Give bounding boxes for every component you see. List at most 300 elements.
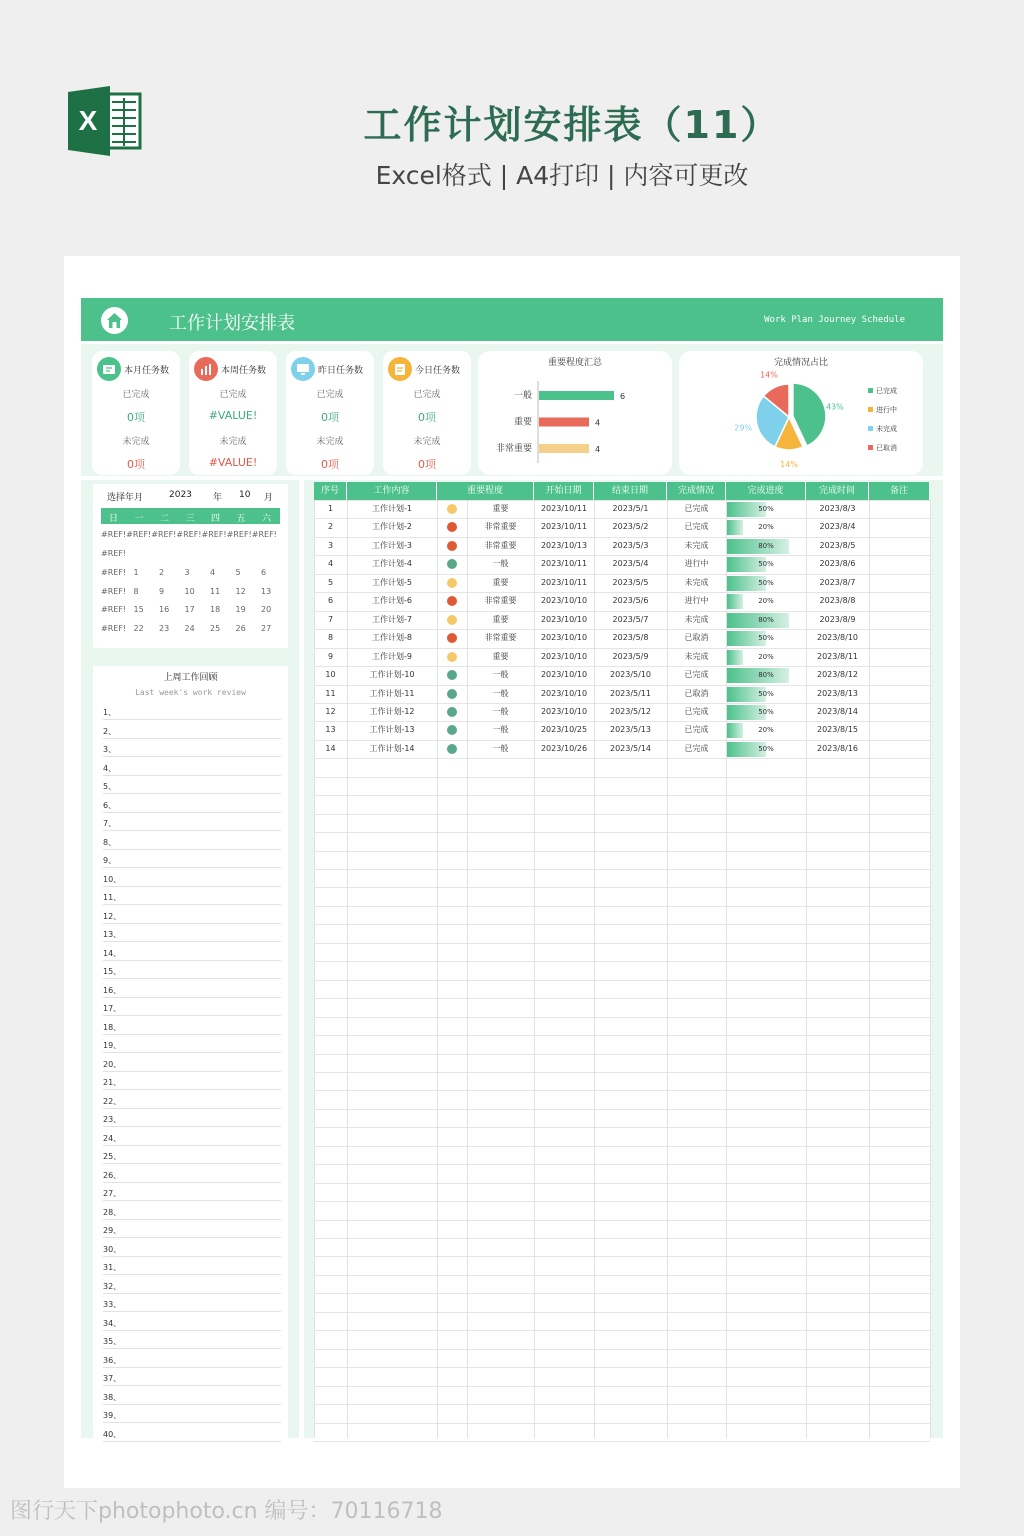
status: 未完成	[684, 540, 709, 550]
row-divider	[314, 1256, 930, 1257]
row-divider	[314, 961, 930, 962]
calendar-day[interactable]: 17	[184, 605, 195, 614]
status: 已完成	[684, 725, 709, 735]
completion-date: 2023/8/12	[816, 670, 859, 680]
completion-date: 2023/8/9	[819, 614, 856, 624]
row-divider	[314, 851, 930, 852]
bar-chart-icon	[194, 357, 218, 381]
calendar-label: 选择年月	[107, 493, 144, 503]
progress-label: 20%	[758, 597, 774, 606]
review-line[interactable]: 8、	[103, 832, 281, 850]
completion-chart-panel	[679, 351, 923, 475]
calendar-day[interactable]: 26	[235, 623, 246, 633]
end-date: 2023/5/10	[609, 670, 652, 680]
start-date: 2023/10/10	[540, 614, 588, 624]
review-line[interactable]: 32、	[103, 1276, 281, 1294]
home-icon[interactable]	[101, 307, 128, 334]
row-divider	[314, 1441, 930, 1442]
row-number: 1	[327, 504, 334, 513]
review-line[interactable]: 35、	[103, 1331, 281, 1349]
row-divider	[314, 758, 930, 759]
calendar-day[interactable]: 15	[133, 605, 144, 614]
review-line[interactable]: 4、	[103, 758, 281, 776]
start-date: 2023/10/11	[540, 559, 588, 569]
completion-date: 2023/8/8	[819, 596, 856, 606]
calendar-day[interactable]: 18	[210, 605, 221, 614]
done-label: 已完成	[316, 390, 344, 400]
start-date: 2023/10/10	[540, 651, 588, 661]
row-divider	[314, 1312, 930, 1313]
completion-chart-title: 完成情况占比	[773, 358, 828, 368]
importance-level: 非常重要	[484, 522, 517, 532]
column-header[interactable]: 完成进度	[726, 482, 806, 500]
importance-dot	[447, 504, 457, 514]
task-table	[314, 482, 930, 1438]
banner-subtitle: Work Plan Journey Schedule	[764, 315, 905, 325]
column-header[interactable]: 结束日期	[594, 482, 667, 500]
pie-value-label: 29%	[734, 423, 753, 433]
spreadsheet-page	[64, 256, 960, 1488]
review-line[interactable]: 11、	[103, 887, 281, 905]
weekday-label: 三	[185, 514, 195, 524]
status: 未完成	[684, 614, 709, 624]
task-name: 工作计划-12	[369, 706, 415, 716]
calendar-day[interactable]: #REF!	[101, 568, 127, 577]
bar-value-label: 4	[595, 445, 601, 454]
calendar-day[interactable]: #REF!	[101, 586, 127, 596]
page-subtitle: Excel格式 | A4打印 | 内容可更改	[375, 161, 749, 190]
row-divider	[314, 1072, 930, 1073]
review-line[interactable]: 10、	[103, 869, 281, 887]
importance-dot	[447, 596, 457, 606]
note	[869, 666, 930, 684]
row-divider	[314, 795, 930, 796]
calendar	[93, 484, 288, 648]
row-divider	[314, 777, 930, 778]
row-divider	[314, 924, 930, 925]
status: 已完成	[684, 706, 709, 716]
review-line[interactable]: 1、	[103, 702, 281, 720]
note	[869, 648, 930, 666]
completion-date: 2023/8/16	[816, 743, 859, 753]
weekday-label: 一	[134, 514, 144, 524]
row-divider	[314, 1017, 930, 1018]
progress-label: 50%	[758, 744, 774, 753]
completion-date: 2023/8/13	[816, 688, 859, 698]
progress-label: 50%	[758, 505, 774, 513]
importance-dot	[447, 744, 457, 754]
calendar-day[interactable]: 10	[184, 586, 195, 596]
last-week-review	[93, 666, 288, 1438]
pie-value-label: 14%	[760, 370, 778, 380]
row-divider	[314, 869, 930, 870]
calendar-day[interactable]: 3	[184, 568, 190, 577]
status: 未完成	[684, 651, 709, 661]
end-date: 2023/5/2	[612, 522, 649, 532]
task-name: 工作计划-11	[369, 688, 415, 698]
note	[869, 500, 930, 518]
row-divider	[314, 1146, 930, 1147]
importance-bar-chart	[478, 351, 672, 475]
todo-label: 未完成	[219, 437, 247, 447]
calendar-month[interactable]: 10	[239, 490, 251, 500]
end-date: 2023/5/8	[612, 633, 649, 643]
legend-swatch	[868, 407, 873, 412]
row-number: 7	[327, 614, 334, 624]
review-line[interactable]: 39、	[103, 1405, 281, 1423]
status: 已取消	[684, 688, 709, 698]
completion-date: 2023/8/4	[819, 522, 856, 532]
completion-date: 2023/8/11	[816, 651, 859, 661]
review-line[interactable]: 25、	[103, 1146, 281, 1164]
banner-title: 工作计划安排表	[169, 313, 295, 334]
column-header[interactable]: 重要程度	[437, 482, 534, 500]
row-divider	[314, 814, 930, 815]
importance-dot	[447, 522, 457, 532]
row-divider	[314, 887, 930, 888]
progress-label: 80%	[758, 671, 774, 680]
calendar-error-row: #REF!#REF!#REF!#REF!#REF!#REF!#REF!	[101, 530, 277, 539]
review-line[interactable]: 7、	[103, 813, 281, 831]
review-line[interactable]: 33、	[103, 1294, 281, 1312]
completion-date: 2023/8/3	[819, 504, 856, 513]
importance-chart-title: 重要程度汇总	[547, 358, 602, 368]
status: 已完成	[684, 743, 709, 753]
calendar-chat-icon	[97, 357, 121, 381]
row-divider	[314, 1109, 930, 1110]
row-divider	[314, 1293, 930, 1294]
end-date: 2023/5/4	[612, 559, 649, 569]
task-name: 工作计划-14	[369, 743, 415, 753]
progress-label: 50%	[758, 689, 774, 698]
progress-label: 80%	[758, 541, 774, 550]
done-value: 0项	[127, 411, 145, 424]
weekday-label: 日	[108, 514, 118, 524]
row-number: 13	[325, 725, 336, 735]
review-line[interactable]: 14、	[103, 943, 281, 961]
calendar-day[interactable]: 23	[159, 623, 170, 633]
card-week-tasks	[189, 351, 277, 475]
review-line[interactable]: 22、	[103, 1091, 281, 1109]
calendar-day[interactable]: #REF!	[101, 623, 127, 633]
calendar-day[interactable]: 12	[235, 586, 246, 596]
task-name: 工作计划-3	[372, 540, 412, 550]
note	[869, 555, 930, 573]
calendar-day[interactable]: 6	[261, 568, 267, 577]
importance-level: 一般	[492, 743, 509, 753]
calendar-day[interactable]: 11	[210, 586, 221, 596]
legend-label: 已取消	[876, 444, 897, 452]
end-date: 2023/5/3	[612, 540, 649, 550]
start-date: 2023/10/13	[540, 540, 588, 550]
calendar-day[interactable]: 24	[184, 623, 195, 633]
review-line[interactable]: 6、	[103, 795, 281, 813]
bar-category-label: 重要	[513, 417, 532, 428]
column-header[interactable]: 开始日期	[534, 482, 594, 500]
calendar-day[interactable]: 13	[261, 586, 272, 596]
review-line[interactable]: 29、	[103, 1220, 281, 1238]
bar-value-label: 6	[620, 392, 626, 401]
row-number: 12	[325, 706, 336, 716]
done-label: 已完成	[413, 390, 441, 400]
importance-level: 重要	[492, 577, 509, 587]
row-divider	[314, 1164, 930, 1165]
calendar-day[interactable]: 20	[261, 605, 272, 614]
row-divider	[314, 1423, 930, 1424]
review-line[interactable]: 38、	[103, 1387, 281, 1405]
review-line[interactable]: 17、	[103, 998, 281, 1016]
progress-label: 50%	[758, 634, 774, 643]
end-date: 2023/5/12	[609, 706, 652, 716]
review-line[interactable]: 23、	[103, 1109, 281, 1127]
note	[869, 721, 930, 739]
review-line[interactable]: 16、	[103, 980, 281, 998]
note	[869, 685, 930, 703]
importance-level: 一般	[492, 670, 509, 680]
row-divider	[314, 1238, 930, 1239]
row-divider	[314, 1201, 930, 1202]
calendar-error-cell: #REF!	[101, 549, 127, 558]
bar-2	[539, 418, 589, 427]
calendar-day[interactable]: 5	[235, 568, 241, 577]
row-number: 11	[325, 688, 336, 698]
done-value: 0项	[321, 411, 339, 424]
review-line[interactable]: 37、	[103, 1368, 281, 1386]
column-header[interactable]: 备注	[869, 482, 930, 500]
note	[869, 574, 930, 592]
review-line[interactable]: 5、	[103, 776, 281, 794]
calendar-day[interactable]: 27	[261, 623, 272, 633]
review-line[interactable]: 20、	[103, 1054, 281, 1072]
calendar-day[interactable]: 25	[210, 623, 221, 633]
progress-label: 80%	[758, 615, 774, 624]
bar-category-label: 一般	[513, 391, 532, 401]
importance-level: 一般	[492, 688, 509, 698]
pie-value-label: 14%	[780, 460, 798, 469]
left-column	[81, 480, 299, 1438]
review-line[interactable]: 28、	[103, 1202, 281, 1220]
column-header[interactable]: 完成时间	[806, 482, 869, 500]
card-title: 本月任务数	[124, 366, 170, 376]
start-date: 2023/10/25	[540, 725, 588, 735]
row-number: 5	[327, 577, 334, 587]
row-number: 3	[327, 540, 334, 550]
importance-level: 重要	[492, 614, 509, 624]
completion-date: 2023/8/10	[816, 633, 859, 643]
note	[869, 537, 930, 555]
calendar-day[interactable]: 9	[159, 586, 165, 596]
task-name: 工作计划-2	[372, 522, 412, 532]
calendar-day[interactable]: 2	[159, 568, 165, 577]
task-name: 工作计划-6	[372, 596, 412, 606]
pie-value-label: 43%	[825, 402, 844, 412]
review-line[interactable]: 30、	[103, 1239, 281, 1257]
importance-chart-panel	[478, 351, 672, 475]
legend-swatch	[868, 426, 873, 431]
task-name: 工作计划-10	[369, 670, 415, 680]
calendar-day[interactable]: 22	[133, 623, 144, 633]
importance-level: 一般	[492, 559, 509, 569]
bar-3	[539, 444, 589, 453]
end-date: 2023/5/1	[612, 504, 649, 513]
done-value: 0项	[418, 411, 436, 424]
review-line[interactable]: 40、	[103, 1424, 281, 1442]
progress-label: 20%	[758, 652, 774, 661]
importance-dot	[447, 725, 457, 735]
end-date: 2023/5/13	[609, 725, 652, 735]
task-name: 工作计划-5	[372, 577, 412, 587]
review-line[interactable]: 18、	[103, 1017, 281, 1035]
note	[869, 629, 930, 647]
weekday-label: 六	[261, 514, 271, 524]
note	[869, 611, 930, 629]
review-line[interactable]: 12、	[103, 906, 281, 924]
row-divider	[314, 943, 930, 944]
status: 进行中	[684, 596, 709, 606]
status: 进行中	[684, 559, 709, 569]
status: 已完成	[684, 670, 709, 680]
importance-level: 非常重要	[484, 633, 517, 643]
column-divider	[437, 500, 438, 1438]
review-line[interactable]: 36、	[103, 1350, 281, 1368]
card-today-tasks	[383, 351, 471, 475]
start-date: 2023/10/11	[540, 504, 588, 513]
importance-level: 非常重要	[484, 540, 517, 550]
column-header[interactable]: 序号	[314, 482, 347, 500]
row-number: 4	[327, 559, 334, 569]
row-divider	[314, 1349, 930, 1350]
sheet-banner	[81, 298, 943, 341]
note	[869, 518, 930, 536]
column-header[interactable]: 工作内容	[347, 482, 437, 500]
calendar-year-unit: 年	[213, 493, 223, 503]
review-line[interactable]: 19、	[103, 1035, 281, 1053]
importance-dot	[447, 615, 457, 625]
importance-level: 重要	[492, 504, 509, 513]
calendar-month-unit: 月	[264, 493, 274, 503]
review-line[interactable]: 24、	[103, 1128, 281, 1146]
importance-dot	[447, 541, 457, 551]
progress-label: 50%	[758, 707, 774, 716]
importance-dot	[447, 670, 457, 680]
calendar-day[interactable]: 1	[133, 568, 139, 577]
review-line[interactable]: 9、	[103, 850, 281, 868]
importance-dot	[447, 633, 457, 643]
done-value: #VALUE!	[208, 409, 258, 422]
importance-level: 一般	[492, 706, 509, 716]
task-name: 工作计划-4	[372, 559, 412, 569]
start-date: 2023/10/10	[540, 670, 588, 680]
progress-label: 20%	[758, 726, 774, 735]
row-number: 14	[325, 743, 336, 753]
row-divider	[314, 1127, 930, 1128]
bar-1	[539, 391, 614, 400]
calendar-day[interactable]: #REF!	[101, 605, 127, 614]
calendar-day[interactable]: 16	[159, 605, 170, 614]
row-number: 6	[327, 596, 334, 606]
legend-label: 已完成	[876, 387, 897, 395]
calendar-year[interactable]: 2023	[169, 490, 192, 500]
calendar-weekdays	[101, 508, 280, 524]
row-divider	[314, 1275, 930, 1276]
review-line[interactable]: 26、	[103, 1165, 281, 1183]
end-date: 2023/5/5	[612, 577, 649, 587]
card-title: 今日任务数	[415, 366, 461, 376]
page-title: 工作计划安排表（11）	[363, 103, 781, 147]
calendar-day[interactable]: 19	[235, 605, 246, 614]
importance-dot	[447, 578, 457, 588]
start-date: 2023/10/10	[540, 596, 588, 606]
card-yesterday-tasks	[286, 351, 374, 475]
end-date: 2023/5/14	[609, 743, 652, 753]
importance-level: 重要	[492, 651, 509, 661]
note	[869, 740, 930, 758]
importance-dot	[447, 689, 457, 699]
column-header[interactable]: 完成情况	[667, 482, 726, 500]
todo-label: 未完成	[316, 437, 344, 447]
row-divider	[314, 1367, 930, 1368]
legend-swatch	[868, 445, 873, 450]
status: 已完成	[684, 522, 709, 532]
excel-logo-letter: X	[78, 105, 98, 136]
calendar-day[interactable]: 4	[210, 568, 216, 577]
card-month-tasks	[92, 351, 180, 475]
row-number: 8	[327, 633, 334, 643]
task-name: 工作计划-9	[372, 651, 412, 661]
importance-level: 一般	[492, 725, 509, 735]
start-date: 2023/10/11	[540, 522, 588, 532]
done-label: 已完成	[219, 390, 247, 400]
row-divider	[314, 1054, 930, 1055]
review-line[interactable]: 31、	[103, 1257, 281, 1275]
start-date: 2023/10/11	[540, 577, 588, 587]
review-line[interactable]: 15、	[103, 961, 281, 979]
row-number: 9	[327, 651, 334, 661]
todo-value: 0项	[321, 458, 339, 471]
row-number: 2	[327, 522, 334, 532]
review-line[interactable]: 34、	[103, 1313, 281, 1331]
review-line[interactable]: 13、	[103, 924, 281, 942]
review-line[interactable]: 3、	[103, 739, 281, 757]
row-number: 10	[325, 670, 336, 680]
task-name: 工作计划-1	[372, 504, 412, 513]
todo-value: 0项	[127, 458, 145, 471]
review-line[interactable]: 27、	[103, 1183, 281, 1201]
task-name: 工作计划-13	[369, 725, 415, 735]
status: 已完成	[684, 504, 709, 513]
weekday-label: 五	[236, 514, 246, 524]
monitor-icon	[291, 357, 315, 381]
legend-label: 进行中	[876, 406, 897, 414]
row-divider	[314, 1035, 930, 1036]
completion-date: 2023/8/6	[819, 559, 856, 569]
calendar-day[interactable]: 8	[133, 586, 139, 596]
row-divider	[314, 1183, 930, 1184]
note	[869, 703, 930, 721]
review-line[interactable]: 2、	[103, 721, 281, 739]
column-divider	[930, 500, 931, 1438]
bar-category-label: 非常重要	[495, 444, 532, 454]
progress-label: 50%	[758, 578, 774, 587]
completion-date: 2023/8/7	[819, 577, 856, 587]
task-name: 工作计划-7	[372, 614, 412, 624]
importance-dot	[447, 707, 457, 717]
row-divider	[314, 980, 930, 981]
row-divider	[314, 1220, 930, 1221]
completion-pie-chart	[679, 351, 923, 475]
todo-value: #VALUE!	[208, 456, 258, 469]
review-line[interactable]: 21、	[103, 1072, 281, 1090]
